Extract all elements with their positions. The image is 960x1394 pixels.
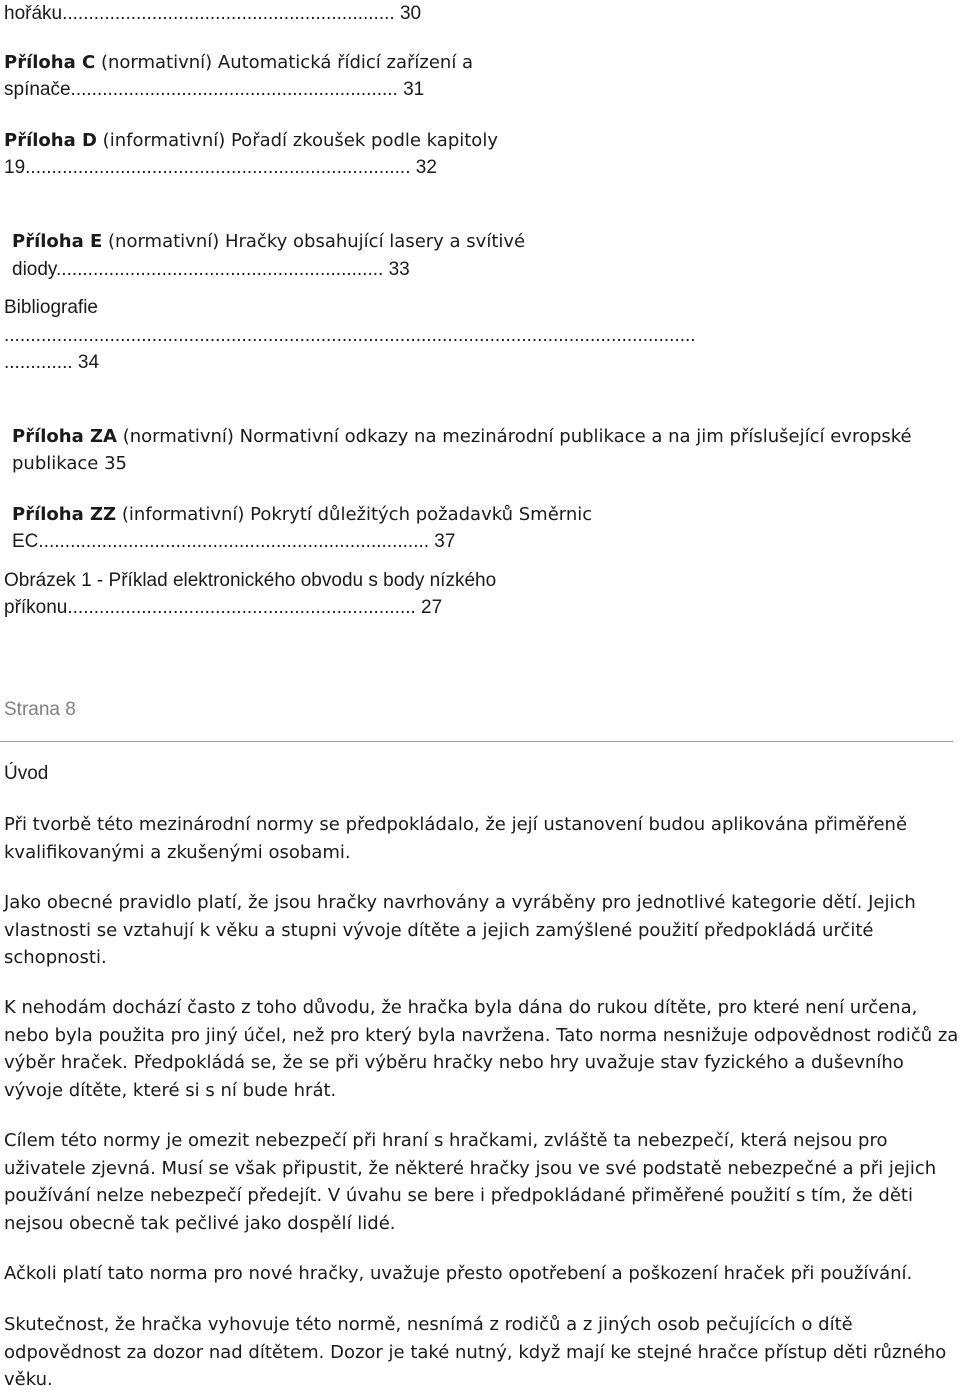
- intro-paragraph: Při tvorbě této mezinárodní normy se předpokládalo, že její ustanovení budou aplikována přiměřeně kvalifikovanými a zkušenými osobami.: [4, 814, 908, 863]
- toc-annex-title: (normativní) Normativní odkazy na mezinárodní publikace a na jim příslušející evropské: [117, 426, 912, 447]
- toc-annex-label: Příloha ZA: [12, 426, 117, 447]
- intro-paragraph: K nehodám dochází často z toho důvodu, že hračka byla dána do rukou dítěte, pro které není určena, nebo byla použita pro jiný účel, než pro který byla navržena. Tato norma nesnižuje odpovědnost rodičů za výběr hraček. Předpokládá se, že se při výběru hračky nebo hry uvažuje stav fyzického a duševního vývoje dítěte, které si s ní bude hrát.: [4, 997, 959, 1101]
- toc-annex-title: (normativní) Automatická řídicí zařízení a: [95, 52, 474, 73]
- intro-paragraph: Cílem této normy je omezit nebezpečí při hraní s hračkami, zvláště ta nebezpečí, která nejsou pro uživatele zjevná. Musí se však připustit, že některé hračky jsou ve své podstatě nebezpečné a při jejich používání nelze nebezpečí předejít. V úvahu se bere i předpokládané přiměřené použití s tím, že děti nejsou obecně tak pečlivé jako dospělí lidé.: [4, 1130, 937, 1234]
- toc-annex-label: Příloha D: [4, 130, 97, 151]
- toc-entry-continuation: 19......................................................................... 32: [4, 157, 437, 178]
- section-heading: Úvod: [4, 763, 49, 784]
- toc-annex-label: Příloha C: [4, 52, 96, 73]
- intro-paragraph: Jako obecné pravidlo platí, že jsou hračky navrhovány a vyráběny pro jednotlivé kategorie dětí. Jejich vlastnosti se vztahují k věku a stupni vývoje dítěte a jejich zamýšlené použití předpokládá určité schopnosti.: [4, 892, 916, 968]
- page-divider: [0, 741, 953, 742]
- toc-entry-annex-za: [12, 423, 912, 450]
- toc-entry-dots: ...................................................................................................................................: [4, 325, 696, 346]
- toc-entry-continuation: EC.......................................................................... 37: [12, 531, 456, 552]
- toc-entry-annex-zz: [12, 501, 592, 528]
- toc-entry-continuation: příkonu.................................................................. 27: [4, 597, 443, 618]
- toc-entry-annex-e: [12, 228, 525, 255]
- intro-paragraph: Skutečnost, že hračka vyhovuje této normě, nesnímá z rodičů a z jiných osob pečujících o dítě odpovědnost za dozor nad dítětem. Dozor je také nutný, když mají ke stejné hračce přístup děti různého věku.: [4, 1314, 947, 1390]
- toc-entry-continuation: diody.............................................................. 33: [12, 259, 410, 280]
- intro-paragraph: Ačkoli platí tato norma pro nové hračky, uvažuje přesto opotřebení a poškození hraček při používání.: [4, 1263, 913, 1284]
- toc-entry-continuation: ............. 34: [4, 352, 100, 373]
- toc-entry-line: hořáku............................................................... 30: [4, 3, 422, 24]
- toc-entry-continuation: publikace 35: [12, 453, 127, 474]
- toc-entry-bibliography: Bibliografie: [4, 297, 98, 318]
- toc-annex-label: Příloha E: [12, 231, 103, 252]
- toc-annex-label: Příloha ZZ: [12, 504, 117, 525]
- toc-entry-annex-d: [4, 127, 498, 154]
- toc-annex-title: (normativní) Hračky obsahující lasery a svítivé: [102, 231, 526, 252]
- toc-entry-annex-c: [4, 49, 473, 76]
- toc-annex-title: (informativní) Pořadí zkoušek podle kapitoly: [96, 130, 498, 151]
- page-number-label: Strana 8: [4, 699, 76, 720]
- toc-annex-title: (informativní) Pokrytí důležitých požadavků Směrnic: [116, 504, 593, 525]
- toc-entry-figure: Obrázek 1 - Příklad elektronického obvodu s body nízkého: [4, 570, 497, 591]
- toc-entry-continuation: spínače.............................................................. 31: [4, 79, 425, 100]
